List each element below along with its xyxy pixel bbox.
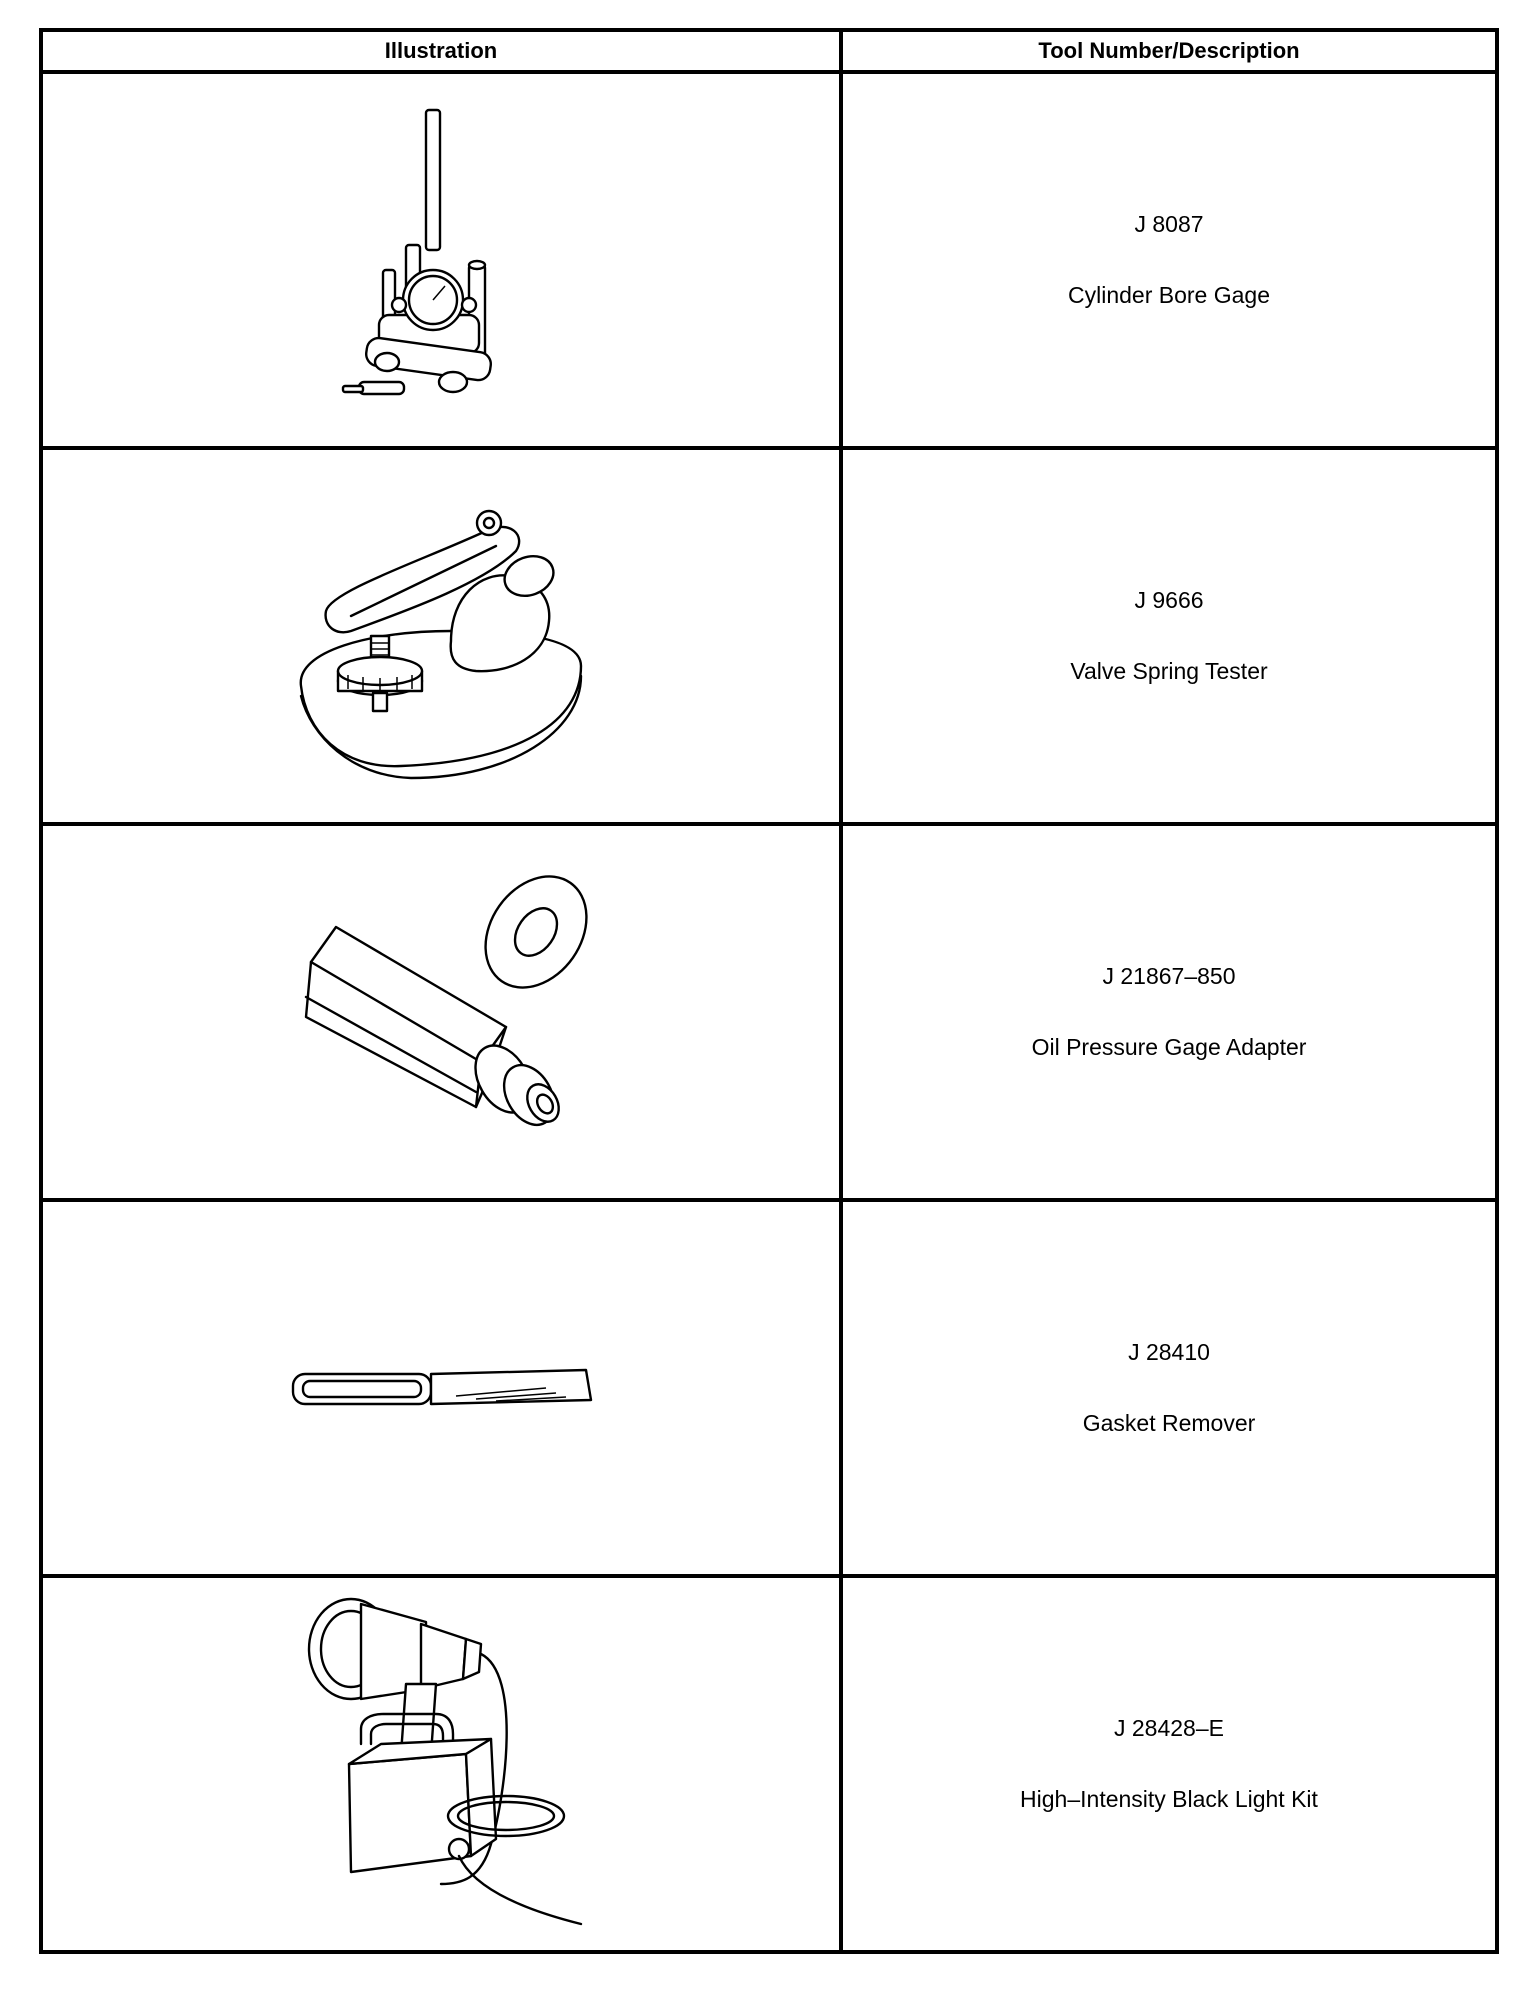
tool-description: High–Intensity Black Light Kit (1020, 1786, 1318, 1812)
tool-description: Gasket Remover (1082, 1410, 1256, 1436)
black-light-kit-icon (291, 1594, 591, 1934)
tool-description-cell (841, 1576, 1497, 1952)
tool-description-cell (841, 448, 1497, 824)
tool-description-cell (841, 824, 1497, 1200)
cylinder-bore-gage-icon (321, 100, 561, 420)
table-row (41, 1200, 1497, 1576)
tool-description: Oil Pressure Gage Adapter (1031, 1034, 1307, 1060)
table-row (41, 824, 1497, 1200)
table-row (41, 72, 1497, 448)
table-row (41, 448, 1497, 824)
tool-description-cell (841, 72, 1497, 448)
illustration-cell (41, 1576, 841, 1952)
gasket-remover-icon (281, 1348, 601, 1428)
illustration-cell (41, 824, 841, 1200)
illustration-cell (41, 72, 841, 448)
header-row (41, 30, 1497, 72)
tool-number: J 21867–850 (1102, 963, 1236, 989)
special-tools-table (39, 28, 1499, 1954)
oil-pressure-gage-adapter-icon (281, 867, 601, 1157)
illustration-header: Illustration (41, 30, 841, 72)
tool-description-cell (841, 1200, 1497, 1576)
tool-description: Valve Spring Tester (1070, 658, 1268, 684)
tool-number: J 8087 (1134, 211, 1204, 237)
tool-number-description-header: Tool Number/Description (841, 30, 1497, 72)
tool-number: J 28428–E (1114, 1715, 1224, 1741)
illustration-cell (41, 1200, 841, 1576)
tool-number: J 28410 (1128, 1339, 1210, 1365)
table-row (41, 1576, 1497, 1952)
tool-description: Cylinder Bore Gage (1068, 282, 1270, 308)
illustration-cell (41, 448, 841, 824)
tool-number: J 9666 (1134, 587, 1204, 613)
valve-spring-tester-icon (281, 491, 601, 781)
